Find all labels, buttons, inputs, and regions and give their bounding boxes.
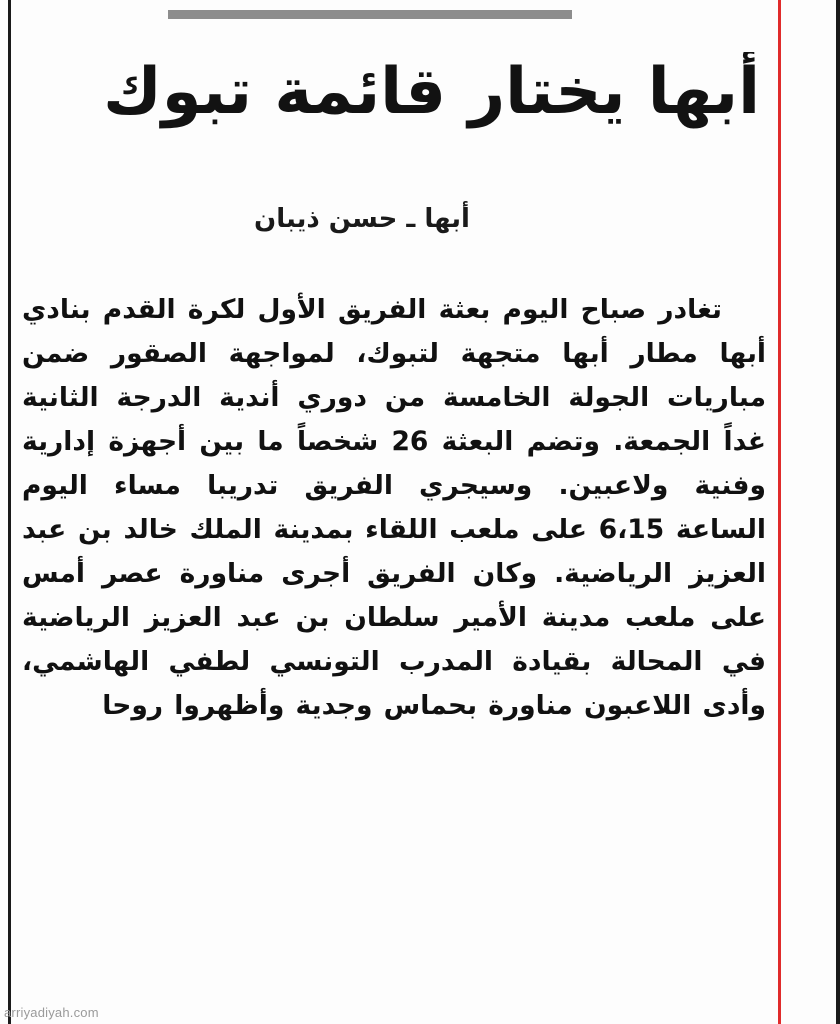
byline: أبها ـ حسن ذيبان bbox=[254, 204, 470, 234]
page-border-left bbox=[8, 0, 11, 1024]
headline-top-bar bbox=[168, 10, 572, 19]
article-paragraph: تغادر صباح اليوم بعثة الفريق الأول لكرة القدم بنادي أبها مطار أبها متجهة لتبوك، لمواجهة الصقور ضمن مباريات الجولة الخامسة من دوري أندية الدرجة الثانية غداً الجمعة. وتضم البعثة 26 شخصاً ما بين أجهزة إدارية وفنية ولاعبين. وسيجري الفريق تدريبا مساء اليوم الساعة 6،15 على ملعب اللقاء بمدينة الملك خالد بن عبد العزيز الرياضية. وكان الفريق أجرى مناورة عصر أمس على ملعب مدينة الأمير سلطان بن عبد العزيز الرياضية في المحالة بقيادة المدرب التونسي لطفي الهاشمي، وأدى اللاعبون مناورة بحماس وجدية وأظهروا روحا bbox=[22, 294, 766, 721]
page-border-right bbox=[836, 0, 840, 1024]
article bbox=[16, 34, 768, 1014]
article-body bbox=[22, 288, 766, 728]
page-border-red-rule bbox=[778, 0, 781, 1024]
watermark: arriyadiyah.com bbox=[4, 1005, 99, 1020]
page-title: أبها يختار قائمة تبوك bbox=[103, 55, 760, 129]
